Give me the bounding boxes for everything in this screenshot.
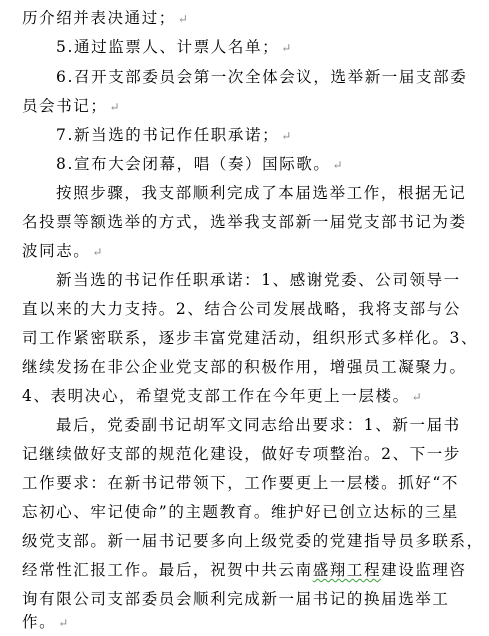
text-line [22, 473, 459, 493]
text-line [22, 96, 120, 117]
line-text: 新当选的书记作任职承诺：1、感谢党委、公司领导一 [56, 271, 461, 289]
line-text: 询有限公司支部委员会顺利完成新一届书记的换届选举工 [22, 590, 450, 608]
text-line [22, 589, 450, 609]
line-text: 8.宣布大会闭幕，唱（奏）国际歌。 [56, 155, 331, 173]
line-text: 最后，党委副书记胡军文同志给出要求：1、新一届书 [56, 416, 461, 434]
line-text: 记继续做好支部的规范化建设，做好专项整治。2、下一步 [22, 445, 461, 463]
line-text: 员会书记； [22, 97, 108, 115]
paragraph-mark-icon: ↵ [281, 129, 292, 143]
text-line [22, 241, 102, 262]
line-text: 按照步骤，我支部顺利完成了本届选举工作，根据无记 [56, 184, 467, 202]
text-line [22, 299, 461, 319]
line-text: 司工作紧密联系，逐步丰富党建活动，组织形式多样化。3、 [22, 329, 479, 347]
line-text: 继续发扬在非公企业党支部的积极作用，增强员工凝聚力。 [22, 358, 467, 376]
line-text: 7.新当选的书记作任职承诺； [56, 126, 280, 144]
text-line [22, 212, 467, 232]
line-text: 直以来的大力支持。2、结合公司发展战略，我将支部与公 [22, 300, 461, 318]
line-text: 级党支部。新一届书记要多向上级党委的党建指导员多联系， [22, 532, 484, 550]
line-text: 建设监理咨 [381, 561, 467, 579]
line-text: 经常性汇报工作。最后，祝贺中共云南 [22, 561, 313, 579]
line-text: 名投票等额选举的方式，选举我支部新一届党支部书记为娄 [22, 213, 467, 231]
text-line [56, 183, 466, 203]
text-line [56, 125, 291, 146]
paragraph-mark-icon: ↵ [281, 41, 292, 55]
text-line [22, 531, 484, 551]
line-text: 历介绍并表决通过； [22, 9, 176, 27]
paragraph-mark-icon: ↵ [177, 12, 188, 26]
paragraph-mark-icon: ↵ [92, 245, 103, 259]
line-text: 作。 [22, 613, 57, 631]
text-line [56, 415, 461, 435]
paragraph-mark-icon: ↵ [332, 158, 343, 172]
paragraph-mark-icon: ↵ [411, 390, 422, 404]
text-line [22, 328, 478, 348]
line-text: 工作要求：在新书记带领下，工作要更上一层楼。抓好“不 [22, 474, 460, 492]
line-text: 6.召开支部委员会第一次全体会议，选举新一届支部委 [56, 68, 468, 86]
text-line [22, 444, 461, 464]
text-line [56, 154, 343, 175]
spellcheck-flagged-text: 盛翔工程 [312, 561, 382, 579]
paragraph-mark-icon: ↵ [109, 100, 120, 114]
text-line [56, 37, 291, 58]
line-text: 4、表明决心，希望党支部工作在今年更上一层楼。 [22, 387, 410, 405]
text-line [56, 270, 461, 290]
text-line [56, 67, 467, 87]
text-line [22, 560, 467, 580]
line-text: 波同志。 [22, 242, 91, 260]
text-line [22, 357, 467, 377]
line-text: 5.通过监票人、计票人名单； [56, 38, 280, 56]
line-text: 忘初心、牢记使命”的主题教育。维护好已创立达标的三星 [22, 503, 460, 521]
paragraph-mark-icon: ↵ [58, 616, 69, 630]
text-line [22, 502, 459, 522]
text-line [22, 8, 188, 29]
text-line [22, 612, 68, 633]
text-line [22, 386, 422, 407]
